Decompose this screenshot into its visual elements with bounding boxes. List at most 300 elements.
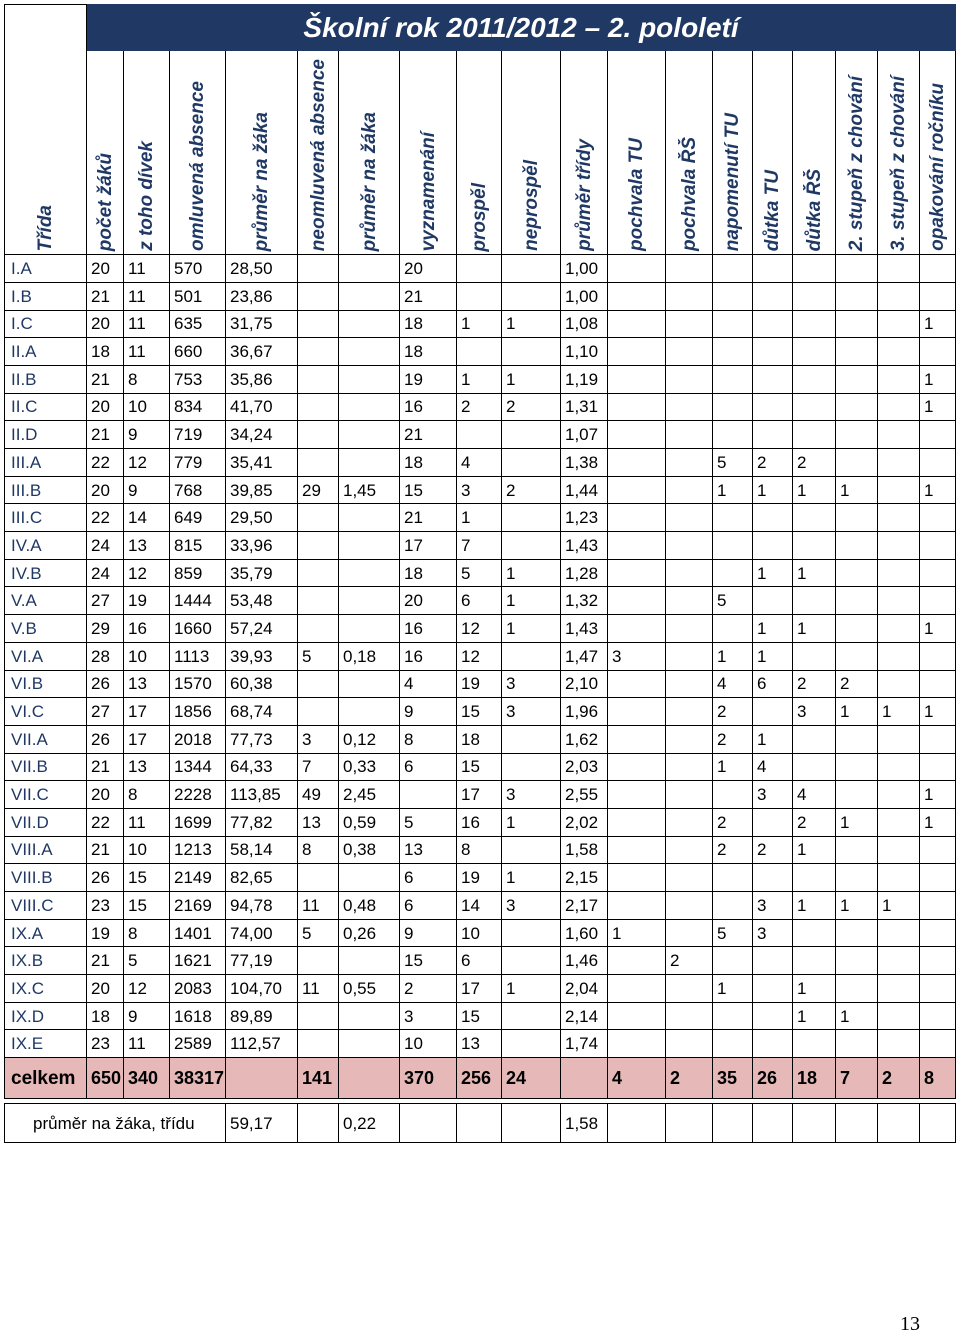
- table-cell: 77,73: [226, 725, 298, 753]
- table-cell: [920, 559, 956, 587]
- table-cell: [608, 892, 666, 920]
- table-cell: 1: [753, 642, 793, 670]
- table-cell: 1: [793, 892, 836, 920]
- page-number: 13: [900, 1313, 920, 1335]
- table-cell: 4: [400, 670, 457, 698]
- table-cell: [608, 947, 666, 975]
- table-cell: 21: [87, 421, 124, 449]
- table-cell: 1: [608, 919, 666, 947]
- table-cell: [339, 255, 400, 283]
- table-cell: 5: [713, 449, 753, 477]
- class-name-cell: V.A: [5, 587, 87, 615]
- table-cell: 31,75: [226, 310, 298, 338]
- table-cell: 1,60: [561, 919, 608, 947]
- table-cell: [608, 808, 666, 836]
- table-cell: [666, 642, 713, 670]
- table-cell: 6: [400, 753, 457, 781]
- header-3-stupen-z-chovani: 3. stupeň z chování: [888, 75, 909, 252]
- table-cell: [298, 504, 339, 532]
- table-row: [5, 892, 956, 920]
- class-name-cell: VI.A: [5, 642, 87, 670]
- table-cell: 859: [170, 559, 226, 587]
- table-cell: 19: [87, 919, 124, 947]
- class-name-cell: II.C: [5, 393, 87, 421]
- class-name-cell: III.B: [5, 476, 87, 504]
- table-cell: [878, 587, 920, 615]
- table-cell: [339, 310, 400, 338]
- header-neprospel: neprospěl: [520, 160, 542, 252]
- table-cell: 4: [753, 753, 793, 781]
- table-cell: [793, 725, 836, 753]
- table-cell: [878, 808, 920, 836]
- table-cell: 57,24: [226, 615, 298, 643]
- table-row: [5, 282, 956, 310]
- table-cell: [920, 725, 956, 753]
- table-cell: [920, 421, 956, 449]
- class-name-cell: IX.B: [5, 947, 87, 975]
- table-row: [5, 393, 956, 421]
- table-cell: [298, 587, 339, 615]
- table-cell: 20: [87, 975, 124, 1003]
- table-cell: 1,10: [561, 338, 608, 366]
- table-cell: [666, 476, 713, 504]
- table-cell: 0,59: [339, 808, 400, 836]
- table-cell: [920, 504, 956, 532]
- table-cell: [836, 393, 878, 421]
- table-cell: [339, 587, 400, 615]
- total-cell: 7: [836, 1058, 878, 1099]
- table-cell: [753, 698, 793, 726]
- table-cell: [298, 449, 339, 477]
- table-cell: [878, 255, 920, 283]
- table-cell: 2149: [170, 864, 226, 892]
- table-cell: 1: [713, 642, 753, 670]
- table-cell: 19: [457, 864, 502, 892]
- table-cell: [666, 781, 713, 809]
- table-row: [5, 587, 956, 615]
- table-cell: 22: [87, 808, 124, 836]
- table-cell: [753, 808, 793, 836]
- table-cell: [608, 449, 666, 477]
- table-cell: [920, 947, 956, 975]
- table-cell: [878, 670, 920, 698]
- table-row: [5, 310, 956, 338]
- table-cell: [339, 449, 400, 477]
- table-cell: [753, 587, 793, 615]
- table-cell: 20: [87, 476, 124, 504]
- table-cell: 17: [400, 532, 457, 560]
- class-name-cell: I.C: [5, 310, 87, 338]
- table-cell: [339, 421, 400, 449]
- table-cell: [878, 642, 920, 670]
- table-cell: [608, 670, 666, 698]
- table-cell: 2,15: [561, 864, 608, 892]
- table-cell: [793, 753, 836, 781]
- table-cell: [666, 892, 713, 920]
- average-class-grade: 1,58: [561, 1104, 608, 1143]
- table-row: [5, 642, 956, 670]
- table-cell: [502, 947, 561, 975]
- table-cell: [339, 947, 400, 975]
- table-row: [5, 864, 956, 892]
- class-name-cell: II.A: [5, 338, 87, 366]
- table-cell: [608, 476, 666, 504]
- table-cell: [666, 310, 713, 338]
- table-cell: 815: [170, 532, 226, 560]
- table-cell: [713, 282, 753, 310]
- empty-cell: [753, 1104, 793, 1143]
- table-cell: 1: [502, 310, 561, 338]
- table-cell: [878, 421, 920, 449]
- column-header-cell: [561, 51, 608, 255]
- table-cell: [666, 1002, 713, 1030]
- table-cell: 9: [400, 919, 457, 947]
- table-cell: 20: [400, 587, 457, 615]
- table-cell: 1,47: [561, 642, 608, 670]
- table-cell: 3: [502, 892, 561, 920]
- table-cell: [713, 615, 753, 643]
- table-cell: 753: [170, 365, 226, 393]
- table-cell: [608, 975, 666, 1003]
- table-cell: 5: [713, 919, 753, 947]
- table-cell: [666, 393, 713, 421]
- table-cell: 13: [457, 1030, 502, 1058]
- table-cell: 22: [87, 449, 124, 477]
- table-cell: 2: [713, 698, 753, 726]
- table-cell: 3: [793, 698, 836, 726]
- table-cell: 11: [124, 310, 170, 338]
- table-cell: 19: [400, 365, 457, 393]
- table-cell: [878, 338, 920, 366]
- table-cell: 34,24: [226, 421, 298, 449]
- header-prumer-na-zaka: průměr na žáka: [358, 111, 380, 252]
- table-cell: [836, 947, 878, 975]
- table-cell: [502, 753, 561, 781]
- average-excused-absence: 59,17: [226, 1104, 298, 1143]
- table-cell: [793, 504, 836, 532]
- table-cell: 1,32: [561, 587, 608, 615]
- class-name-cell: VII.A: [5, 725, 87, 753]
- table-cell: 1,96: [561, 698, 608, 726]
- average-label: průměr na žáka, třídu: [5, 1104, 226, 1143]
- empty-cell: [713, 1104, 753, 1143]
- table-cell: [753, 947, 793, 975]
- table-cell: 3: [502, 781, 561, 809]
- table-cell: [793, 919, 836, 947]
- table-cell: [608, 393, 666, 421]
- table-row: [5, 532, 956, 560]
- table-cell: 17: [124, 725, 170, 753]
- table-row: [5, 725, 956, 753]
- table-cell: 0,12: [339, 725, 400, 753]
- table-cell: 1: [836, 1002, 878, 1030]
- table-cell: 2: [836, 670, 878, 698]
- table-cell: 26: [87, 670, 124, 698]
- table-cell: 3: [298, 725, 339, 753]
- table-cell: [713, 310, 753, 338]
- table-row: [5, 615, 956, 643]
- column-header-cell: [298, 51, 339, 255]
- table-cell: 18: [457, 725, 502, 753]
- table-row: [5, 1002, 956, 1030]
- header-2-stupen-z-chovani: 2. stupeň z chování: [846, 75, 867, 252]
- table-cell: [339, 504, 400, 532]
- total-label: celkem: [5, 1058, 87, 1099]
- table-cell: 2589: [170, 1030, 226, 1058]
- table-cell: [793, 532, 836, 560]
- table-cell: [878, 975, 920, 1003]
- table-cell: 23: [87, 892, 124, 920]
- table-cell: [920, 975, 956, 1003]
- class-name-cell: III.C: [5, 504, 87, 532]
- table-cell: [713, 1030, 753, 1058]
- table-row: [5, 449, 956, 477]
- table-cell: [339, 698, 400, 726]
- table-cell: [878, 559, 920, 587]
- table-cell: 2,45: [339, 781, 400, 809]
- table-cell: [608, 781, 666, 809]
- table-cell: [836, 559, 878, 587]
- table-cell: 2: [502, 476, 561, 504]
- table-cell: [793, 393, 836, 421]
- table-cell: 1660: [170, 615, 226, 643]
- table-cell: [713, 532, 753, 560]
- table-cell: [920, 836, 956, 864]
- table-cell: 3: [400, 1002, 457, 1030]
- table-cell: [836, 864, 878, 892]
- total-cell: 8: [920, 1058, 956, 1099]
- table-cell: 1: [920, 808, 956, 836]
- table-cell: 24: [87, 532, 124, 560]
- column-header-cell: [170, 51, 226, 255]
- table-cell: [836, 615, 878, 643]
- table-cell: [836, 365, 878, 393]
- table-cell: [339, 282, 400, 310]
- table-cell: 570: [170, 255, 226, 283]
- table-cell: [666, 1030, 713, 1058]
- table-cell: [920, 753, 956, 781]
- table-cell: 13: [124, 753, 170, 781]
- table-cell: [836, 338, 878, 366]
- table-cell: [920, 338, 956, 366]
- class-name-cell: IV.B: [5, 559, 87, 587]
- table-cell: 12: [457, 642, 502, 670]
- table-cell: [878, 836, 920, 864]
- empty-cell: [400, 1104, 457, 1143]
- class-name-cell: IX.E: [5, 1030, 87, 1058]
- column-header-cell: [836, 51, 878, 255]
- table-cell: 10: [400, 1030, 457, 1058]
- table-cell: [878, 725, 920, 753]
- header-z-toho-divek: z toho dívek: [136, 141, 157, 252]
- table-cell: 3: [753, 781, 793, 809]
- table-cell: [666, 532, 713, 560]
- table-cell: [836, 587, 878, 615]
- table-cell: [713, 255, 753, 283]
- table-cell: [793, 587, 836, 615]
- table-cell: 1: [753, 615, 793, 643]
- table-cell: 5: [457, 559, 502, 587]
- table-cell: [920, 864, 956, 892]
- class-name-cell: V.B: [5, 615, 87, 643]
- table-cell: 1621: [170, 947, 226, 975]
- table-cell: [713, 947, 753, 975]
- table-cell: 1: [457, 310, 502, 338]
- header-omluvena-absence: omluvená absence: [187, 81, 208, 252]
- table-cell: [666, 836, 713, 864]
- table-cell: [502, 642, 561, 670]
- header-opakovani-rocniku: opakování ročníku: [927, 83, 948, 252]
- column-header-cell: [793, 51, 836, 255]
- table-cell: 1: [920, 393, 956, 421]
- table-cell: 18: [400, 310, 457, 338]
- table-cell: [666, 255, 713, 283]
- table-cell: 18: [87, 1002, 124, 1030]
- table-cell: [713, 504, 753, 532]
- table-cell: [666, 670, 713, 698]
- table-cell: 15: [124, 864, 170, 892]
- total-cell: 18: [793, 1058, 836, 1099]
- table-cell: 1,45: [339, 476, 400, 504]
- table-cell: 77,19: [226, 947, 298, 975]
- class-name-cell: II.B: [5, 365, 87, 393]
- table-cell: 2: [793, 670, 836, 698]
- table-cell: 11: [298, 975, 339, 1003]
- table-cell: 35,86: [226, 365, 298, 393]
- table-cell: 2: [666, 947, 713, 975]
- table-cell: 1: [920, 365, 956, 393]
- table-cell: [713, 365, 753, 393]
- table-cell: 23: [87, 1030, 124, 1058]
- table-cell: [339, 532, 400, 560]
- table-row: [5, 476, 956, 504]
- table-cell: 74,00: [226, 919, 298, 947]
- table-cell: [502, 532, 561, 560]
- table-cell: 1: [502, 975, 561, 1003]
- table-cell: [666, 449, 713, 477]
- table-cell: 16: [400, 615, 457, 643]
- table-cell: 649: [170, 504, 226, 532]
- table-cell: 28,50: [226, 255, 298, 283]
- total-row: [5, 1058, 956, 1099]
- table-cell: 4: [713, 670, 753, 698]
- table-cell: 14: [457, 892, 502, 920]
- table-cell: 2,14: [561, 1002, 608, 1030]
- class-name-cell: I.B: [5, 282, 87, 310]
- table-cell: 13: [124, 670, 170, 698]
- table-cell: 1: [753, 476, 793, 504]
- table-cell: [608, 559, 666, 587]
- table-cell: 13: [400, 836, 457, 864]
- table-cell: 1,31: [561, 393, 608, 421]
- table-cell: [753, 504, 793, 532]
- total-cell: 24: [502, 1058, 561, 1099]
- table-cell: [502, 1030, 561, 1058]
- table-cell: [457, 338, 502, 366]
- table-cell: 33,96: [226, 532, 298, 560]
- table-cell: [836, 532, 878, 560]
- total-cell: 141: [298, 1058, 339, 1099]
- class-name-cell: VI.B: [5, 670, 87, 698]
- table-cell: 1: [457, 365, 502, 393]
- empty-cell: [298, 1104, 339, 1143]
- table-cell: [793, 864, 836, 892]
- table-cell: 12: [457, 615, 502, 643]
- table-cell: 1,28: [561, 559, 608, 587]
- table-cell: 15: [457, 1002, 502, 1030]
- table-cell: 1,19: [561, 365, 608, 393]
- table-cell: 1570: [170, 670, 226, 698]
- table-row: [5, 255, 956, 283]
- empty-cell: [836, 1104, 878, 1143]
- table-cell: 82,65: [226, 864, 298, 892]
- column-header-cell: [502, 51, 561, 255]
- total-cell: 26: [753, 1058, 793, 1099]
- table-cell: 0,38: [339, 836, 400, 864]
- table-cell: [666, 504, 713, 532]
- table-cell: 1: [502, 365, 561, 393]
- table-cell: 15: [400, 947, 457, 975]
- header-prospel: prospěl: [468, 182, 490, 252]
- empty-cell: [666, 1104, 713, 1143]
- table-cell: 0,18: [339, 642, 400, 670]
- table-cell: 15: [457, 753, 502, 781]
- empty-cell: [878, 1104, 920, 1143]
- table-cell: 1: [878, 698, 920, 726]
- table-cell: 2083: [170, 975, 226, 1003]
- table-cell: [666, 753, 713, 781]
- table-cell: 1: [836, 808, 878, 836]
- table-cell: [400, 781, 457, 809]
- table-cell: [836, 919, 878, 947]
- class-name-cell: VII.C: [5, 781, 87, 809]
- table-cell: 89,89: [226, 1002, 298, 1030]
- table-cell: [666, 365, 713, 393]
- table-cell: 1: [793, 836, 836, 864]
- table-cell: 18: [400, 338, 457, 366]
- table-cell: 1: [836, 476, 878, 504]
- table-row: [5, 947, 956, 975]
- table-cell: 2: [793, 808, 836, 836]
- table-cell: 1: [793, 559, 836, 587]
- table-cell: 1,38: [561, 449, 608, 477]
- table-cell: 1113: [170, 642, 226, 670]
- table-cell: 2228: [170, 781, 226, 809]
- table-cell: 1,07: [561, 421, 608, 449]
- table-cell: 11: [124, 808, 170, 836]
- table-cell: 9: [124, 476, 170, 504]
- table-cell: [608, 1030, 666, 1058]
- table-row: [5, 836, 956, 864]
- table-cell: [836, 1030, 878, 1058]
- table-cell: [608, 753, 666, 781]
- table-cell: 10: [457, 919, 502, 947]
- table-cell: [298, 947, 339, 975]
- column-header-cell: [713, 51, 753, 255]
- table-row: [5, 781, 956, 809]
- empty-cell: [502, 1104, 561, 1143]
- table-cell: [793, 947, 836, 975]
- table-cell: [920, 670, 956, 698]
- table-cell: 11: [124, 1030, 170, 1058]
- table-cell: 1: [502, 864, 561, 892]
- table-cell: 22: [87, 504, 124, 532]
- table-cell: 501: [170, 282, 226, 310]
- header-pochvala-rs: pochvala ŘŠ: [678, 137, 700, 252]
- table-cell: [713, 559, 753, 587]
- table-cell: [920, 587, 956, 615]
- table-cell: 17: [457, 975, 502, 1003]
